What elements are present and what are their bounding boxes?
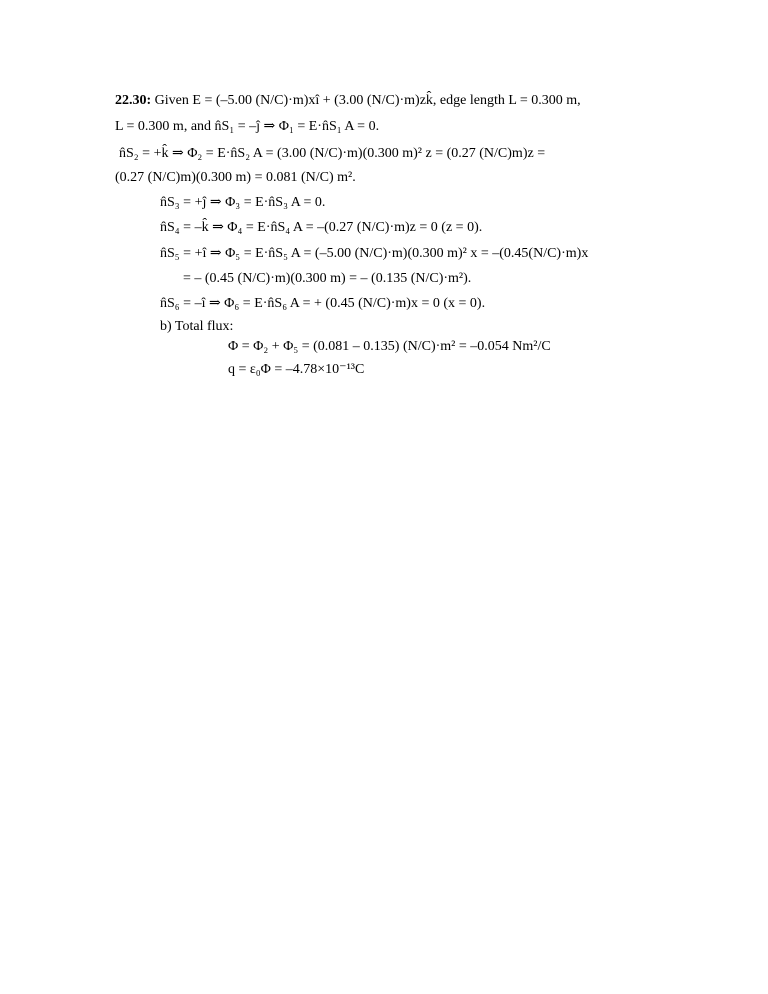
face-s3-line: n̂S₃ = +ĵ ⇒ Φ₃ = E·n̂S₃ A = 0. [160,195,326,210]
face-s6-line: n̂S₆ = –î ⇒ Φ₆ = E·n̂S₆ A = + (0.45 (N/C)·m)x = 0 (x = 0). [160,296,486,311]
total-flux-equation: Φ = Φ₂ + Φ₅ = (0.081 – 0.135) (N/C)·m² = –0.054 Nm²/C [228,339,551,354]
charge-equation: q = ε₀Φ = –4.78×10⁻¹³C [228,362,365,377]
part-b-label: b) Total flux: [160,319,234,334]
face-s5-line: n̂S₅ = +î ⇒ Φ₅ = E·n̂S₅ A = (–5.00 (N/C)·m)(0.300 m)² x = –(0.45(N/C)·m)x [160,246,589,261]
face-s2-line: n̂S₂ = +k̂ ⇒ Φ₂ = E·n̂S₂ A = (3.00 (N/C)·m)(0.300 m)² z = (0.27 (N/C)m)z = [119,146,546,161]
given-field-text: Given E = (–5.00 (N/C)·m)xî + (3.00 (N/C)·m)zk̂, edge length L = 0.300 m, [154,93,581,108]
face-s1-line: L = 0.300 m, and n̂S₁ = –ĵ ⇒ Φ₁ = E·n̂S₁ A = 0. [115,119,380,134]
face-s4-line: n̂S₄ = –k̂ ⇒ Φ₄ = E·n̂S₄ A = –(0.27 (N/C)·m)z = 0 (z = 0). [160,220,483,235]
face-s5-result-line: = – (0.45 (N/C)·m)(0.300 m) = – (0.135 (N/C)·m²). [183,271,472,286]
problem-header-line [115,92,581,110]
problem-number: 22.30: [115,93,152,108]
face-s2-result-line: (0.27 (N/C)m)(0.300 m) = 0.081 (N/C) m². [115,170,356,185]
